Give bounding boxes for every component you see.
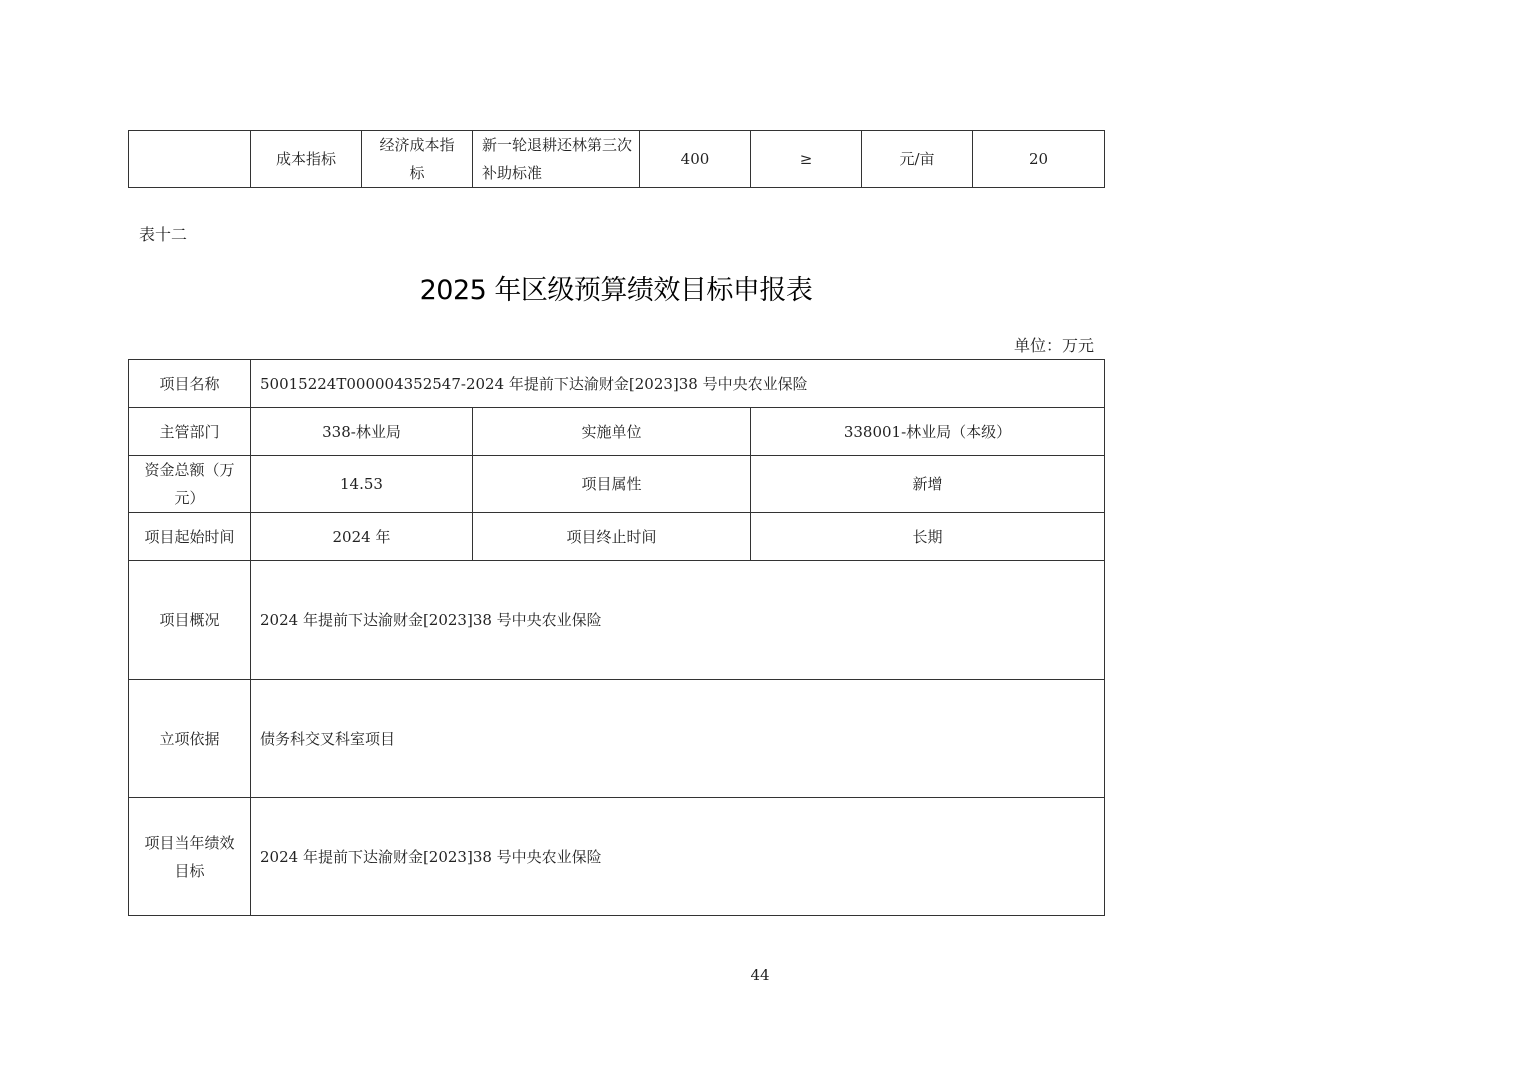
table-row [129,408,1105,456]
table-row [129,513,1105,561]
table-row [129,360,1105,408]
end-time-value: 长期 [751,513,1105,561]
basis-label: 立项依据 [129,680,251,798]
impl-unit-value: 338001-林业局（本级） [751,408,1105,456]
indicator-level2-cell: 成本指标 [251,131,362,188]
basis-value: 债务科交叉科室项目 [251,680,1105,798]
indicator-weight-cell: 20 [973,131,1105,188]
project-name-value: 50015224T000004352547-2024 年提前下达渝财金[2023]38 号中央农业保险 [251,360,1105,408]
dept-value: 338-林业局 [251,408,473,456]
goal-label: 项目当年绩效目标 [129,798,251,916]
unit-label: 单位：万元 [1013,336,1094,355]
project-attr-label: 项目属性 [473,456,751,513]
start-time-label: 项目起始时间 [129,513,251,561]
budget-target-table [128,359,1105,916]
dept-label: 主管部门 [129,408,251,456]
overview-value: 2024 年提前下达渝财金[2023]38 号中央农业保险 [251,561,1105,680]
overview-label: 项目概况 [129,561,251,680]
table-row [129,680,1105,798]
start-time-value: 2024 年 [251,513,473,561]
end-time-label: 项目终止时间 [473,513,751,561]
table-number-label: 表十二 [139,225,188,244]
indicator-unit-cell: 元/亩 [862,131,973,188]
page-number: 44 [750,966,770,984]
goal-value: 2024 年提前下达渝财金[2023]38 号中央农业保险 [251,798,1105,916]
table-row [129,561,1105,680]
impl-unit-label: 实施单位 [473,408,751,456]
table-row [129,798,1105,916]
project-name-label: 项目名称 [129,360,251,408]
indicator-level3-cell: 经济成本指标 [362,131,473,188]
table-row [129,131,1105,188]
indicator-level1-cell [129,131,251,188]
funds-value: 14.53 [251,456,473,513]
project-attr-value: 新增 [751,456,1105,513]
indicator-operator-cell: ≥ [751,131,862,188]
table-row [129,456,1105,513]
indicator-name-cell: 新一轮退耕还林第三次补助标准 [473,131,640,188]
previous-indicator-table [128,130,1105,188]
funds-label: 资金总额（万元） [129,456,251,513]
indicator-value-cell: 400 [640,131,751,188]
page-title: 2025 年区级预算绩效目标申报表 [419,275,813,306]
